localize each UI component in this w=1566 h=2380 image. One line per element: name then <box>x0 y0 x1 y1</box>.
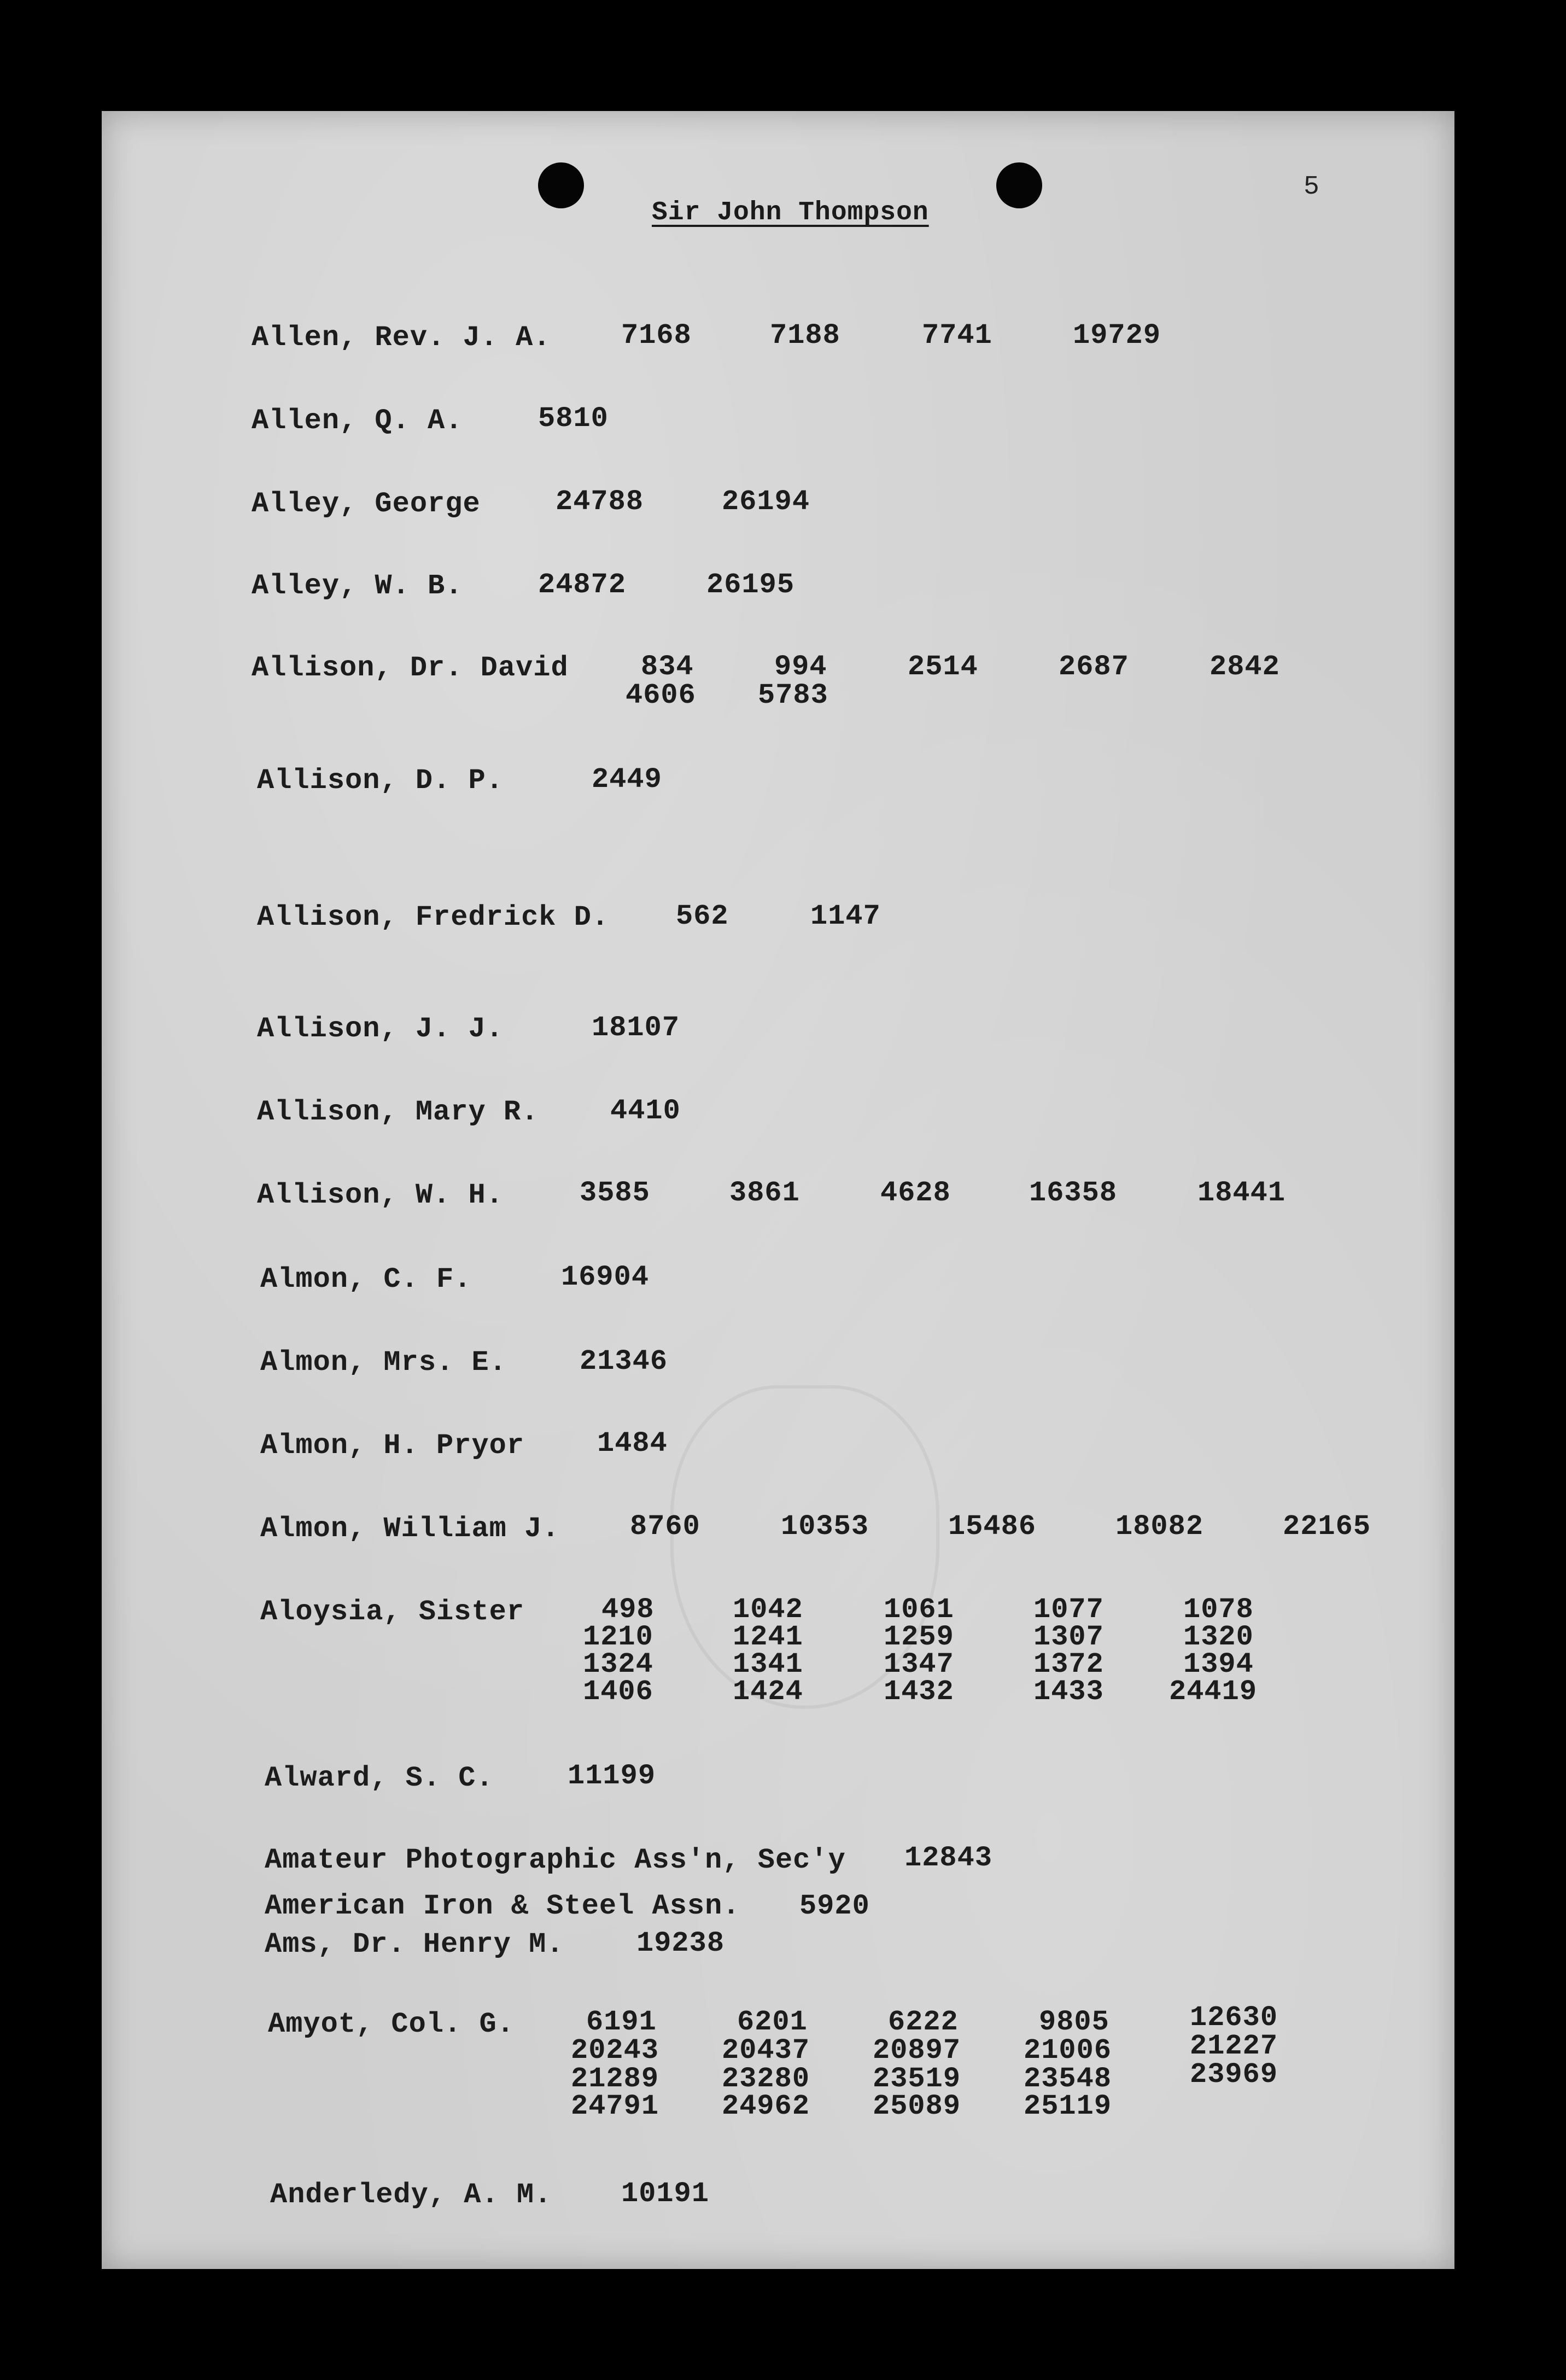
entry-number: 1307 <box>1033 1621 1104 1653</box>
entry-name: Ams, Dr. Henry M. <box>265 1928 564 1961</box>
entry-name: Almon, William J. <box>260 1513 560 1545</box>
entry-number: 26195 <box>706 569 795 601</box>
entry-number: 11199 <box>568 1760 656 1792</box>
entry-number: 1372 <box>1033 1648 1104 1681</box>
entry-name: Allison, J. J. <box>257 1013 504 1045</box>
entry-number: 994 <box>774 651 827 683</box>
entry-name: Alley, W. B. <box>252 570 463 602</box>
entry-number: 23519 <box>873 2063 961 2095</box>
entry-name: American Iron & Steel Assn. <box>265 1890 740 1922</box>
entry-number: 18082 <box>1115 1510 1204 1543</box>
entry-number: 2687 <box>1059 651 1129 683</box>
entry-number: 8760 <box>630 1510 700 1543</box>
entry-number: 1433 <box>1033 1676 1104 1708</box>
page-title: Sir John Thompson <box>652 198 929 228</box>
entry-number: 7188 <box>770 319 840 352</box>
entry-name: Almon, Mrs. E. <box>260 1346 507 1379</box>
entry-number: 16904 <box>561 1261 650 1293</box>
entry-name: Allison, Mary R. <box>257 1096 539 1128</box>
entry-name: Alley, George <box>252 488 481 520</box>
entry-number: 1042 <box>733 1594 803 1626</box>
entry-number: 25119 <box>1024 2090 1112 2122</box>
entry-number: 12843 <box>904 1842 993 1874</box>
entry-number: 6222 <box>888 2006 959 2038</box>
entry-number: 18107 <box>592 1012 680 1044</box>
entry-number: 21346 <box>580 1345 668 1378</box>
entry-number: 23548 <box>1024 2063 1112 2095</box>
entry-name: Allen, Q. A. <box>252 405 463 437</box>
entry-name: Amateur Photographic Ass'n, Sec'y <box>265 1844 846 1876</box>
entry-number: 498 <box>601 1594 655 1626</box>
entry-number: 1320 <box>1183 1621 1254 1653</box>
entry-number: 23280 <box>722 2063 810 2095</box>
entry-number: 2449 <box>592 763 662 796</box>
entry-number: 1394 <box>1183 1648 1254 1681</box>
entry-number: 16358 <box>1029 1177 1118 1209</box>
entry-number: 19729 <box>1073 319 1161 352</box>
entry-number: 24962 <box>722 2090 810 2122</box>
entry-number: 1347 <box>884 1648 954 1681</box>
entry-number: 21289 <box>571 2063 659 2095</box>
entry-number: 24419 <box>1169 1676 1258 1708</box>
entry-number: 1406 <box>583 1676 653 1708</box>
entry-number: 7741 <box>922 319 992 352</box>
entry-number: 24791 <box>571 2090 659 2122</box>
entry-number: 3585 <box>580 1177 650 1209</box>
entry-number: 1484 <box>597 1427 668 1460</box>
entry-number: 21006 <box>1024 2034 1112 2067</box>
entry-number: 834 <box>641 651 694 683</box>
entry-number: 20243 <box>571 2034 659 2067</box>
entry-number: 1147 <box>810 900 881 932</box>
entry-number: 20437 <box>722 2034 810 2067</box>
entry-number: 18441 <box>1197 1177 1286 1209</box>
entry-number: 24788 <box>556 486 644 518</box>
entry-name: Alward, S. C. <box>265 1762 494 1794</box>
entry-number: 9805 <box>1039 2006 1109 2038</box>
entry-number: 1210 <box>583 1621 653 1653</box>
punch-hole-right <box>996 162 1042 208</box>
entry-number: 562 <box>676 900 729 932</box>
entry-name: Allison, Fredrick D. <box>257 901 610 934</box>
punch-hole-left <box>538 162 584 208</box>
entry-number: 21227 <box>1190 2030 1278 2062</box>
entry-number: 1259 <box>884 1621 954 1653</box>
entry-number: 1432 <box>884 1676 954 1708</box>
entry-number: 20897 <box>873 2034 961 2067</box>
entry-name: Allen, Rev. J. A. <box>252 322 551 354</box>
entry-number: 25089 <box>873 2090 961 2122</box>
entry-number: 19238 <box>636 1927 725 1959</box>
entry-number: 1324 <box>583 1648 653 1681</box>
entry-name: Almon, C. F. <box>260 1263 472 1296</box>
entry-number: 2842 <box>1209 651 1280 683</box>
entry-number: 23969 <box>1190 2058 1278 2091</box>
entry-number: 4410 <box>610 1095 681 1127</box>
entry-number: 2514 <box>908 651 978 683</box>
entry-number: 1424 <box>733 1676 803 1708</box>
entry-number: 1078 <box>1183 1594 1254 1626</box>
entry-number: 12630 <box>1190 2002 1278 2034</box>
entry-number: 4606 <box>626 679 696 711</box>
entry-name: Aloysia, Sister <box>260 1596 525 1628</box>
entry-number: 10353 <box>781 1510 869 1543</box>
entry-number: 5810 <box>538 402 609 435</box>
entry-number: 6201 <box>737 2006 808 2038</box>
entry-number: 24872 <box>538 569 627 601</box>
entry-name: Amyot, Col. G. <box>268 2008 515 2040</box>
entry-number: 5920 <box>799 1890 870 1922</box>
entry-number: 26194 <box>722 486 810 518</box>
entry-number: 5783 <box>758 679 828 711</box>
entry-number: 4628 <box>880 1177 951 1209</box>
entry-name: Anderledy, A. M. <box>270 2179 552 2211</box>
page-number: 5 <box>1304 172 1319 202</box>
entry-name: Allison, W. H. <box>257 1179 504 1211</box>
entry-number: 3861 <box>729 1177 800 1209</box>
entry-name: Almon, H. Pryor <box>260 1430 525 1462</box>
entry-number: 6191 <box>586 2006 657 2038</box>
entry-name: Allison, Dr. David <box>252 652 569 684</box>
entry-number: 1077 <box>1033 1594 1104 1626</box>
entry-number: 1341 <box>733 1648 803 1681</box>
entry-number: 1061 <box>884 1594 954 1626</box>
entry-number: 1241 <box>733 1621 803 1653</box>
entry-number: 10191 <box>621 2178 710 2210</box>
entry-name: Allison, D. P. <box>257 765 504 797</box>
entry-number: 7168 <box>621 319 692 352</box>
entry-number: 15486 <box>948 1510 1037 1543</box>
entry-number: 22165 <box>1283 1510 1371 1543</box>
